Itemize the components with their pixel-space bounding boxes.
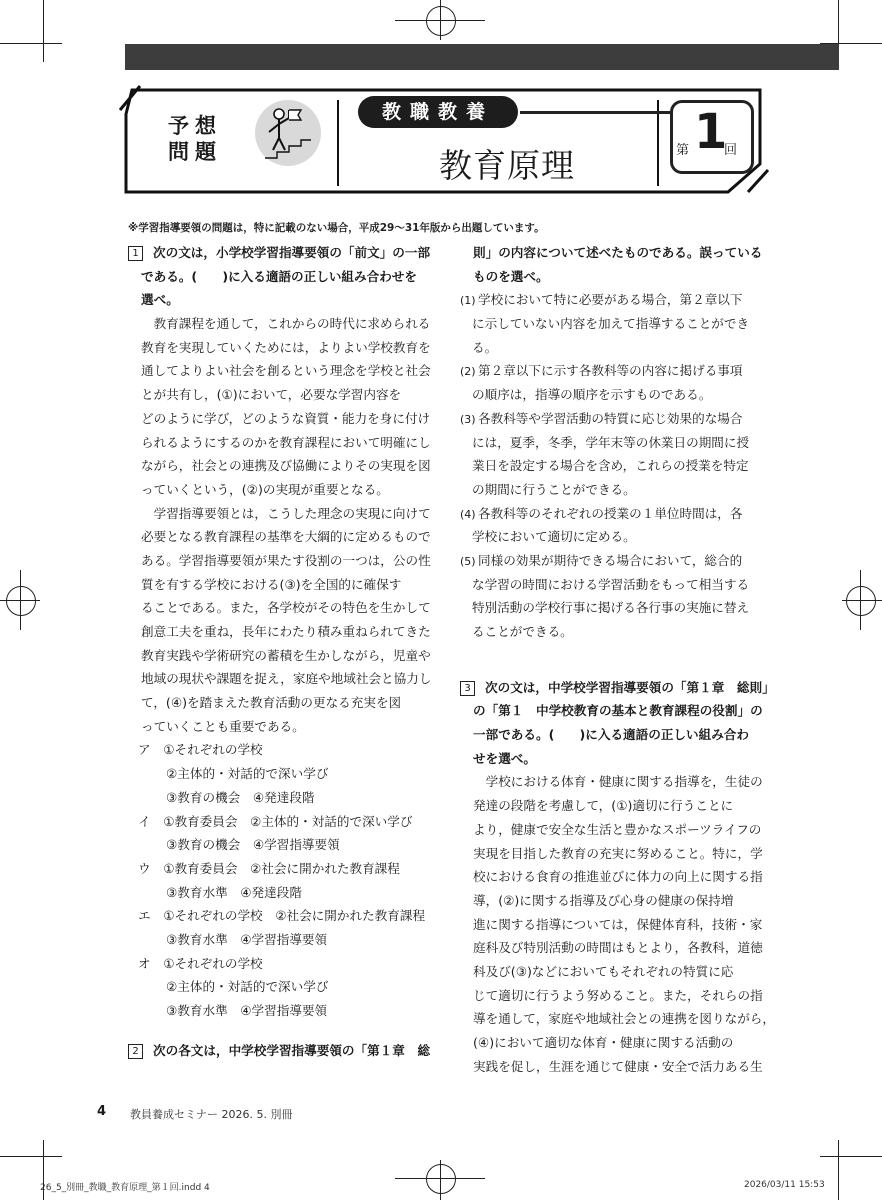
- line-text: 同様の効果が期待できる場合において，総合的: [478, 552, 743, 568]
- crop-mark: [838, 1140, 839, 1200]
- line-text: 業日を設定する場合を含め，これらの授業を特定: [472, 458, 749, 474]
- issue-suffix: 回: [724, 143, 738, 158]
- spacer: [128, 1023, 428, 1039]
- registration-mark: [440, 1160, 441, 1200]
- line-text: られるようにするのかを教育課程において明確にし: [141, 434, 431, 450]
- text-line: [460, 265, 760, 289]
- climbing-person-icon: [255, 100, 321, 166]
- text-line: [128, 715, 428, 739]
- spacer: [460, 660, 760, 676]
- line-text: ③教育水準 ④発達段階: [166, 884, 302, 900]
- text-line: [128, 667, 432, 691]
- text-line: [460, 573, 760, 597]
- right-column: [460, 241, 775, 1078]
- line-text: 発達の段階を考慮して，(①)適切に行うことに: [473, 798, 734, 814]
- line-text: ることができる。: [472, 624, 573, 639]
- line-text: っていくことも重要である。: [141, 718, 305, 734]
- text-line: [128, 620, 431, 644]
- line-text: じて適切に行うよう努めること。また，それらの指: [473, 987, 763, 1003]
- text-line: [460, 676, 775, 700]
- question-number: 2: [128, 1044, 143, 1059]
- item-number: (5): [460, 554, 476, 568]
- crop-mark: [43, 0, 44, 62]
- line-text: 学習指導要領とは，こうした理念の実現に向けて: [141, 505, 431, 521]
- line-text: 教育を実現していくためには，よりよい学校教育を: [141, 339, 431, 355]
- line-text: 導，(②)に関する指導及び心身の健康の保持増: [473, 892, 734, 908]
- text-line: [128, 952, 428, 976]
- line-text: ある。学習指導要領が果たす役割の一つは，公の性: [141, 552, 431, 568]
- line-text: とが共有し，(①)において，必要な学習内容を: [141, 387, 402, 403]
- line-text: 各教科等のそれぞれの授業の１単位時間は，各: [478, 505, 743, 521]
- text-line: [460, 936, 763, 960]
- line-text: 選べ。: [141, 292, 179, 308]
- line-text: イ ①教育委員会 ②主体的・対話的で深い学び: [138, 813, 413, 829]
- line-text: 質を有する学校における(③)を全国的に確保す: [141, 576, 402, 592]
- text-line: [128, 999, 428, 1023]
- issue-prefix: 第: [676, 143, 690, 158]
- line-text: の順序は，指導の順序を示すものである。: [472, 387, 712, 403]
- line-text: せを選べ。: [473, 750, 536, 766]
- text-line: [128, 738, 428, 762]
- line-text: 実践を促し，生涯を通じて健康・安全で活力ある生: [473, 1058, 763, 1074]
- text-line: [460, 889, 760, 913]
- line-text: ③教育水準 ④学習指導要領: [166, 931, 328, 947]
- text-line: [460, 454, 760, 478]
- badge-label: 予想 問題: [168, 114, 222, 164]
- text-line: [128, 904, 428, 928]
- text-line: [460, 1055, 763, 1079]
- line-text: ウ ①教育委員会 ②社会に開かれた教育課程: [138, 860, 400, 876]
- text-line: [460, 596, 760, 620]
- text-line: [128, 975, 428, 999]
- category-pill: 教職教養: [358, 96, 518, 128]
- text-line: [460, 502, 760, 526]
- line-text: オ ①それぞれの学校: [138, 955, 263, 971]
- registration-mark: [846, 586, 876, 616]
- text-line: [128, 691, 428, 715]
- text-line: [128, 762, 428, 786]
- registration-mark: [20, 570, 21, 630]
- line-text: 地域の現状や課題を捉え，家庭や地域社会と協力し: [141, 671, 432, 687]
- line-text: ア ①それぞれの学校: [138, 742, 263, 758]
- text-line: [128, 502, 431, 526]
- line-text: 学校において適切に定める。: [472, 529, 636, 545]
- left-column: [128, 241, 432, 1062]
- line-text: 次の各文は，中学校学習指導要領の「第１章 総: [153, 1042, 431, 1058]
- line-text: ながら，社会との連携及び協働によりその実現を図: [141, 458, 431, 474]
- line-text: 校における食育の推進並びに体力の向上に関する指: [473, 869, 763, 885]
- page-title: 教育原理: [439, 146, 575, 185]
- text-line: [128, 928, 428, 952]
- line-text: る。: [472, 339, 498, 355]
- registration-mark: [426, 6, 456, 36]
- text-line: [128, 1039, 431, 1063]
- text-line: [460, 1031, 760, 1055]
- line-text: 第２章以下に示す各教科等の内容に掲げる事項: [478, 363, 743, 379]
- text-line: [128, 431, 431, 455]
- line-text: に示していない内容を加えて指導することができ: [472, 316, 750, 332]
- text-line: [460, 842, 763, 866]
- timestamp-slug: 2026/03/11 15:53: [744, 1180, 825, 1190]
- text-line: [128, 549, 431, 573]
- text-line: [460, 960, 760, 984]
- text-line: [128, 454, 431, 478]
- text-line: [460, 747, 760, 771]
- line-text: 則」の内容について述べたものである。誤っている: [473, 245, 763, 260]
- text-line: [460, 431, 760, 455]
- line-text: ることである。また，各学校がその特色を生かして: [141, 600, 431, 616]
- line-text: ②主体的・対話的で深い学び: [166, 766, 329, 782]
- registration-mark: [842, 600, 882, 601]
- item-number: (1): [460, 294, 476, 308]
- text-line: [460, 699, 763, 723]
- header-bar: [125, 44, 839, 70]
- text-line: [128, 596, 431, 620]
- text-line: [128, 810, 428, 834]
- line-text: には，夏季，冬季，学年末等の休業日の期間に授: [472, 434, 750, 450]
- issue-number: 1: [694, 104, 728, 160]
- text-line: [460, 525, 760, 549]
- text-line: [128, 336, 431, 360]
- text-line: [128, 312, 431, 336]
- text-line: [460, 549, 760, 573]
- line-text: 実現を目指した教育の充実に努めること。特に，学: [473, 845, 763, 861]
- text-line: [128, 265, 428, 289]
- publication-name: 教員養成セミナー 2026. 5. 別冊: [130, 1108, 293, 1121]
- question-number: 3: [460, 681, 475, 696]
- file-slug: 26_5_別冊_教職_教育原理_第１回.indd 4: [40, 1183, 210, 1193]
- text-line: [128, 478, 428, 502]
- text-line: [128, 786, 428, 810]
- line-text: ③教育の機会 ④発達段階: [166, 789, 315, 805]
- line-text: 学校において特に必要がある場合，第２章以下: [478, 292, 743, 308]
- text-line: [460, 478, 760, 502]
- line-text: 創意工夫を重ね，長年にわたり積み重ねられてきた: [141, 624, 431, 639]
- text-line: [128, 857, 428, 881]
- line-text: である。( )に入る適語の正しい組み合わせを: [141, 268, 417, 284]
- line-text: 教育課程を通して，これからの時代に求められる: [141, 316, 431, 332]
- divider: [520, 111, 670, 114]
- line-text: (④)において適切な体育・健康に関する活動の: [473, 1035, 734, 1050]
- line-text: の「第１ 中学校教育の基本と教育課程の役割」の: [473, 703, 763, 719]
- line-text: 次の文は，小学校学習指導要領の「前文」の一部: [153, 245, 431, 260]
- text-line: [128, 525, 431, 549]
- spacer: [460, 644, 760, 660]
- line-text: っていくという，(②)の実現が重要となる。: [141, 481, 389, 497]
- text-line: [128, 644, 431, 668]
- line-text: ③教育の機会 ④学習指導要領: [166, 837, 340, 853]
- line-text: 進に関する指導については，保健体育科，技術・家: [473, 916, 763, 932]
- line-text: 教育実践や学術研究の蓄積を生かしながら，児童や: [141, 647, 431, 663]
- item-number: (4): [460, 507, 476, 521]
- line-text: 庭科及び特別活動の時間はもとより，各教科，道徳: [473, 940, 763, 956]
- line-text: 特別活動の学校行事に掲げる各行事の実施に替え: [472, 600, 750, 616]
- text-line: [128, 383, 428, 407]
- crop-mark: [0, 43, 62, 44]
- line-text: な学習の時間における学習活動をもって相当する: [472, 576, 750, 592]
- text-line: [128, 833, 428, 857]
- text-line: [460, 383, 760, 407]
- line-text: 一部である。( )に入る適語の正しい組み合わ: [473, 727, 749, 743]
- text-line: [460, 794, 760, 818]
- text-line: [128, 573, 428, 597]
- line-text: 通してよりよい社会を創るという理念を学校と社会: [141, 363, 431, 379]
- line-text: て，(④)を踏まえた教育活動の更なる充実を図: [141, 695, 402, 711]
- line-text: 科及び(③)などにおいてもそれぞれの特質に応: [473, 963, 734, 979]
- text-line: [460, 1007, 775, 1031]
- text-line: [460, 241, 763, 265]
- text-line: [460, 312, 760, 336]
- text-line: [128, 288, 428, 312]
- text-line: [460, 984, 763, 1008]
- text-line: [460, 723, 760, 747]
- line-text: どのように学び，どのような資質・能力を身に付け: [141, 410, 431, 426]
- registration-mark: [440, 0, 441, 40]
- text-line: [460, 913, 763, 937]
- text-line: [128, 241, 431, 265]
- text-line: [128, 881, 428, 905]
- item-number: (3): [460, 412, 476, 426]
- registration-mark: [6, 586, 36, 616]
- edition-note: ※学習指導要領の問題は，特に記載のない場合，平成29～31年版から出題しています。: [128, 222, 545, 234]
- text-line: [460, 818, 760, 842]
- line-text: 各教科等や学習活動の特質に応じ効果的な場合: [478, 410, 743, 426]
- crop-mark: [820, 1156, 882, 1157]
- line-text: 学校における体育・健康に関する指導を，生徒の: [473, 774, 763, 790]
- page-number: 4: [97, 1104, 107, 1119]
- line-text: ものを選べ。: [473, 268, 549, 284]
- line-text: エ ①それぞれの学校 ②社会に開かれた教育課程: [138, 908, 426, 924]
- registration-mark: [860, 570, 861, 630]
- text-line: [460, 359, 760, 383]
- item-number: (2): [460, 365, 476, 379]
- text-line: [460, 865, 763, 889]
- line-text: 必要となる教育課程の基準を大綱的に定めるもので: [141, 529, 431, 545]
- text-line: [460, 620, 760, 644]
- line-text: ③教育水準 ④学習指導要領: [166, 1003, 328, 1018]
- text-line: [460, 407, 760, 431]
- question-number: 1: [128, 246, 143, 261]
- crop-mark: [0, 1156, 62, 1157]
- line-text: 導を通して，家庭や地域社会との連携を図りながら，: [473, 1011, 775, 1027]
- line-text: ②主体的・対話的で深い学び: [166, 979, 329, 995]
- registration-mark: [426, 1164, 456, 1194]
- line-text: 次の文は，中学校学習指導要領の「第１章 総則」: [485, 679, 775, 695]
- text-line: [128, 359, 431, 383]
- text-line: [128, 407, 431, 431]
- line-text: の期間に行うことができる。: [472, 481, 636, 497]
- text-line: [460, 336, 760, 360]
- text-line: [460, 288, 760, 312]
- text-line: [460, 770, 763, 794]
- line-text: より，健康で安全な生活と豊かなスポーツライフの: [473, 821, 762, 837]
